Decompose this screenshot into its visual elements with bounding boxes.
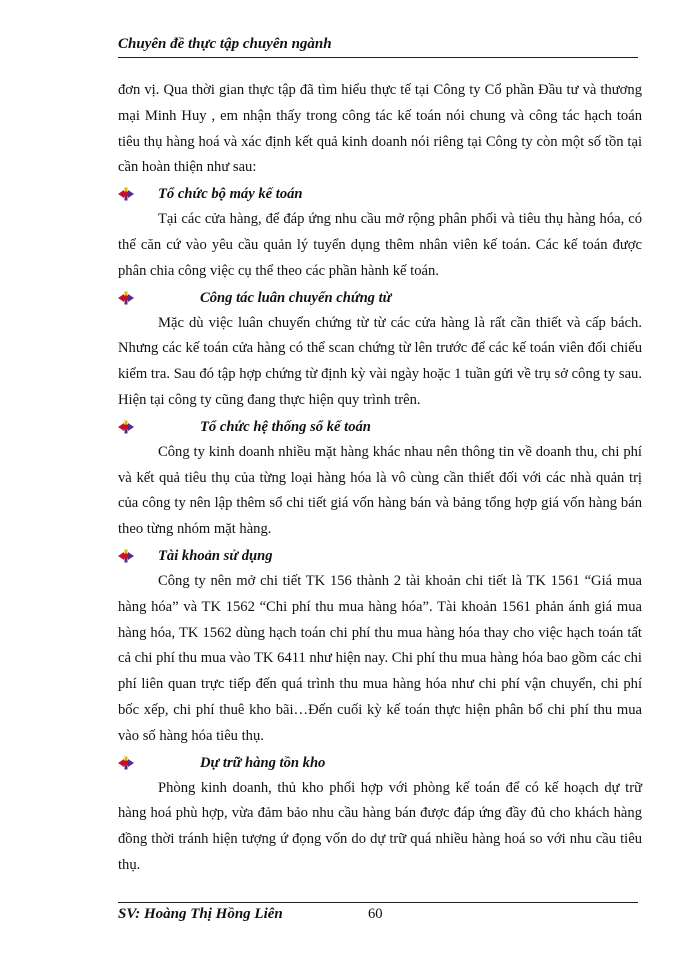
arrow-bullet-icon [118,187,134,201]
section-body: Mặc dù việc luân chuyển chứng từ từ các cửa hàng là rất cần thiết và cấp bách. Nhưng các kế toán cửa hàng có thể scan chứng từ lên trước để các kế toán viên đối chiếu kiểm tra. Sau đó tập hợp chứng từ định kỳ vài ngày hoặc 1 tuần gửi về trụ sở công ty sau. Hiện tại công ty cũng đang thực hiện quy trình trên. [118,314,642,408]
arrow-bullet-icon [118,756,134,770]
section-title: Tổ chức hệ thống sổ kế toán [200,418,371,435]
section-title: Tài khoản sử dụng [158,547,273,564]
running-header: Chuyên đề thực tập chuyên ngành [118,36,332,52]
section-body: Công ty nên mở chi tiết TK 156 thành 2 tài khoản chi tiết là TK 1561 “Giá mua hàng hóa” và TK 1562 “Chi phí thu mua hàng hóa”. Tài khoản 1561 phản ánh giá mua hàng hóa, TK 1562 dùng hạch toán chi phí thu mua hàng hóa thay cho việc hạch toán tất cả chi phí thu mua vào TK 6411 như hiện nay. Chi phí thu mua hàng hóa bao gồm các chi phí liên quan trực tiếp đến quá trình thu mua hàng hóa như chi phí vận chuyển, chi phí bốc xếp, chi phí thuê kho bãi…Đến cuối kỳ kế toán thực hiện phân bổ chi phí thu mua vào số hàng hóa tiêu thụ. [118,572,642,744]
arrow-bullet-icon [118,291,134,305]
page-number: 60 [368,906,383,922]
section-heading-5 [118,750,642,776]
section-title: Tổ chức bộ máy kế toán [158,186,303,203]
arrow-bullet-icon [118,420,134,434]
intro-paragraph: đơn vị. Qua thời gian thực tập đã tìm hiểu thực tế tại Công ty Cổ phần Đầu tư và thương mại Minh Huy , em nhận thấy trong công tác kế toán nói chung và công tác hạch toán tiêu thụ hàng hoá và xác định kết quả kinh doanh nói riêng tại Công ty còn một số tồn tại cần hoàn thiện như sau: [118,82,642,176]
section-heading-1 [118,181,642,207]
section-heading-3 [118,414,642,440]
section-title: Công tác luân chuyển chứng từ [200,289,392,306]
section-body: Tại các cửa hàng, để đáp ứng nhu cầu mở rộng phân phối và tiêu thụ hàng hóa, có thể căn cứ vào yêu cầu quản lý tuyển dụng thêm nhân viên kế toán. Các kế toán được phân chia công việc cụ thể theo các phần hành kế toán. [118,211,642,279]
header-divider [118,57,638,58]
section-title: Dự trữ hàng tồn kho [200,754,326,771]
student-name: SV: Hoàng Thị Hồng Liên [118,906,283,922]
section-body: Phòng kinh doanh, thủ kho phối hợp với phòng kế toán để có kế hoạch dự trữ hàng hoá phù hợp, vừa đảm bảo nhu cầu hàng bán được đáp ứng đầy đủ cho khách hàng đồng thời tránh hiện tượng ứ đọng vốn do dự trữ quá nhiều hàng hoá so với nhu cầu tiêu thụ. [118,779,642,873]
section-body: Công ty kinh doanh nhiều mặt hàng khác nhau nên thông tin về doanh thu, chi phí và kết quả tiêu thụ của từng loại hàng hóa là vô cùng cần thiết đối với các nhà quản trị của công ty nên lập thêm sổ chi tiết giá vốn hàng bán và bảng tổng hợp giá vốn hàng bán theo từng nhóm mặt hàng. [118,443,642,538]
arrow-bullet-icon [118,549,134,563]
footer-divider [118,902,638,903]
section-heading-2 [118,285,642,311]
document-body [118,78,642,879]
section-heading-4 [118,543,642,569]
